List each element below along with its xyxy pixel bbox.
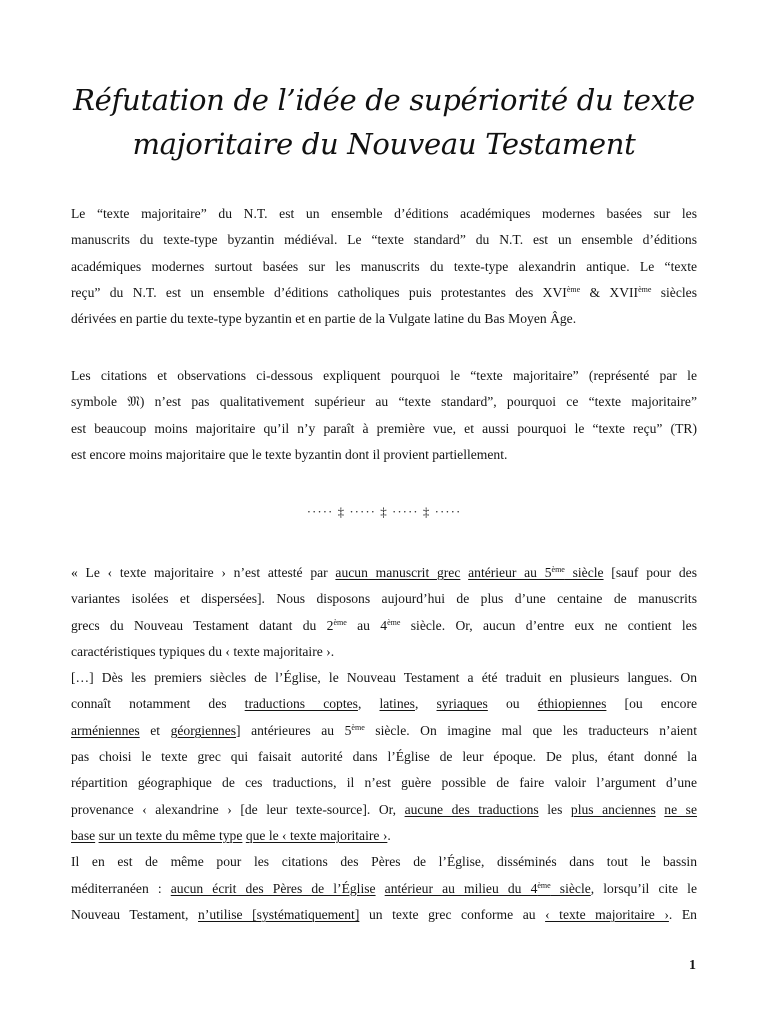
text-line: caractéristiques typiques du ‹ texte majoritaire ›. bbox=[71, 643, 335, 659]
text-line: est beaucoup moins majoritaire qu’il n’y paraît à première vue, et aussi pourquoi le “texte reçu” (TR) bbox=[71, 420, 697, 436]
underlined-phrase: latines bbox=[379, 696, 415, 712]
underlined-phrase: aucun écrit des Pères de l’Église bbox=[170, 880, 376, 896]
document-title bbox=[40, 78, 728, 166]
underlined-phrase: géorgiennes bbox=[170, 722, 237, 738]
text-line: est encore moins majoritaire que le texte byzantin dont il provient partiellement. bbox=[71, 446, 508, 462]
quotation-paragraph bbox=[71, 560, 697, 928]
text-line: Il en est de même pour les citations des Pères de l’Église, disséminés dans tout le bassin bbox=[71, 854, 697, 870]
underlined-phrase: arméniennes bbox=[71, 722, 140, 738]
text-line: reçu” du N.T. est un ensemble d’éditions catholiques puis protestantes des XVIème & XVIIème siècles bbox=[71, 284, 697, 300]
text-line: pas choisi le texte grec qui faisait autorité dans l’Église de leur époque. De plus, étant donné la bbox=[71, 749, 697, 765]
text-line: Le “texte majoritaire” du N.T. est un ensemble d’éditions académiques modernes basées sur les bbox=[71, 206, 697, 221]
underlined-phrase: aucun manuscrit grec bbox=[335, 565, 461, 580]
explanation-paragraph bbox=[71, 363, 697, 468]
text-line: arméniennes et géorgiennes] antérieures au 5ème siècle. On imagine mal que les traducteurs n’aient bbox=[71, 722, 698, 738]
title-line-2: majoritaire du Nouveau Testament bbox=[132, 127, 636, 161]
underlined-phrase: syriaques bbox=[436, 696, 488, 712]
text-line: grecs du Nouveau Testament datant du 2ème au 4ème siècle. Or, aucun d’entre eux ne contient les bbox=[71, 617, 697, 633]
text-line: Les citations et observations ci-dessous expliquent pourquoi le “texte majoritaire” (représenté par le bbox=[71, 368, 697, 383]
text-line: académiques modernes surtout basées sur les manuscrits du texte-type alexandrin antique. Le “texte bbox=[71, 258, 697, 274]
underlined-phrase: éthiopiennes bbox=[537, 696, 607, 712]
text-line: méditerranéen : aucun écrit des Pères de l’Église antérieur au milieu du 4ème siècle, lorsqu’il cite le bbox=[71, 880, 697, 896]
underlined-phrase: que le ‹ texte majoritaire › bbox=[245, 827, 388, 843]
intro-paragraph bbox=[71, 201, 697, 332]
underlined-phrase: ne se bbox=[664, 801, 698, 817]
page-number: 1 bbox=[689, 958, 696, 973]
underlined-phrase: sur un texte du même type bbox=[98, 827, 243, 843]
text-line: base sur un texte du même type que le ‹ texte majoritaire ›. bbox=[71, 827, 391, 843]
text-line: provenance ‹ alexandrine › [de leur texte-source]. Or, aucune des traductions les plus anciennes ne se bbox=[71, 801, 698, 817]
underlined-phrase: n’utilise [systématiquement] bbox=[198, 906, 360, 922]
text-line: répartition géographique de ces traductions, il n’est guère possible de faire valoir l’argument d’une bbox=[71, 775, 697, 791]
text-line: symbole 𝔐) n’est pas qualitativement supérieur au “texte standard”, pourquoi ce “texte majoritaire” bbox=[71, 394, 697, 410]
underlined-phrase: base bbox=[71, 827, 96, 843]
text-line: […] Dès les premiers siècles de l’Église, le Nouveau Testament a été traduit en plusieurs langues. On bbox=[71, 670, 697, 686]
text-line: Nouveau Testament, n’utilise [systématiquement] un texte grec conforme au ‹ texte majoritaire ›. En bbox=[71, 906, 697, 922]
title-line-1: Réfutation de l’idée de supériorité du texte bbox=[73, 83, 695, 117]
text-line: « Le ‹ texte majoritaire › n’est attesté par aucun manuscrit grec antérieur au 5ème siècle [sauf pour des bbox=[71, 565, 697, 580]
underlined-phrase: antérieur au milieu du 4ème siècle bbox=[384, 880, 591, 896]
underlined-phrase: traductions coptes bbox=[244, 696, 358, 712]
underlined-phrase: ‹ texte majoritaire › bbox=[545, 906, 669, 922]
underlined-phrase: plus anciennes bbox=[570, 801, 656, 817]
text-line: dérivées en partie du texte-type byzantin et en partie de la Vulgate latine du Bas Moyen Âge. bbox=[71, 311, 577, 327]
text-line: manuscrits du texte-type byzantin médiéval. Le “texte standard” du N.T. est un ensemble d’éditions bbox=[71, 232, 697, 248]
section-separator: ····· ‡ ····· ‡ ····· ‡ ····· bbox=[306, 504, 462, 519]
underlined-phrase: antérieur au 5ème siècle bbox=[468, 565, 604, 580]
text-line: connaît notamment des traductions coptes, latines, syriaques ou éthiopiennes [ou encore bbox=[71, 696, 698, 712]
underlined-phrase: aucune des traductions bbox=[404, 801, 539, 817]
text-line: variantes isolées et dispersées]. Nous disposons aujourd’hui de plus d’une centaine de manuscrits bbox=[71, 591, 697, 607]
